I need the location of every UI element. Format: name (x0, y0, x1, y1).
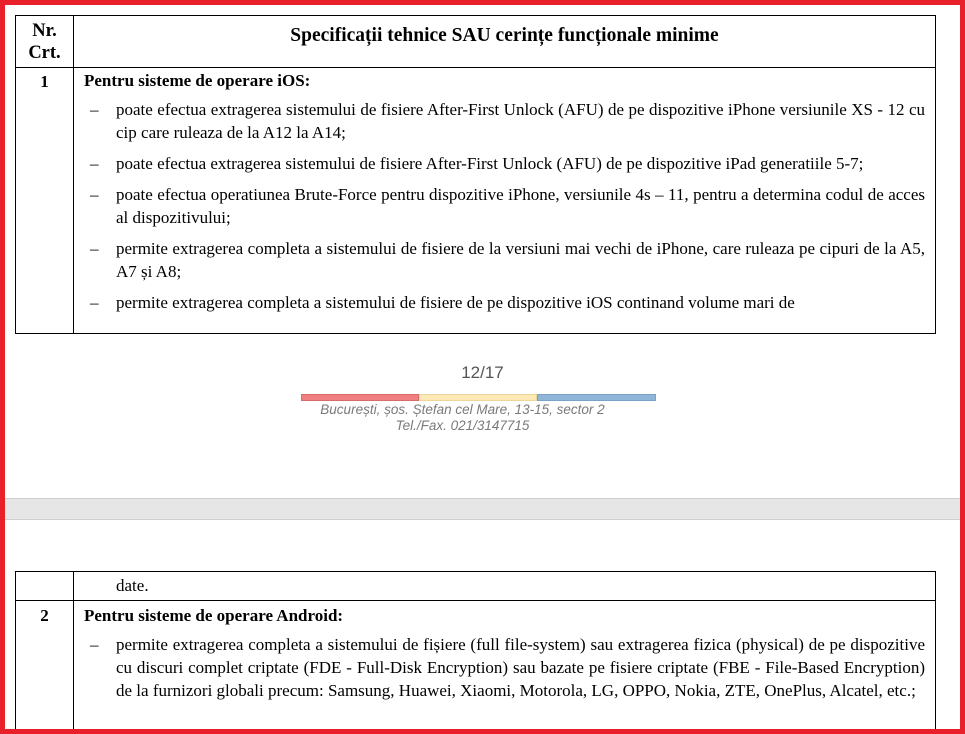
list-item-text: permite extragerea completa a sistemului de fisiere de la versiuni mai vechi de iPhone, care ruleaza pe cipuri de la A5, A7 și A8; (116, 239, 925, 281)
footer-color-bar-red (301, 394, 419, 401)
table-row (16, 68, 936, 334)
page-separator (0, 498, 965, 520)
row-content-clip (84, 68, 925, 332)
footer-color-bar-blue (537, 394, 656, 401)
dash-bullet: – (90, 293, 99, 312)
footer-color-bar-yellow (419, 394, 537, 401)
header-nr-crt: Nr. Crt. (28, 21, 61, 63)
list-item-text: permite extragerea completa a sistemului de fisiere de pe dispozitive iOS continand volume mari de (116, 293, 795, 312)
spec-table-bottom (15, 571, 936, 734)
spec-table-top (15, 15, 936, 334)
list-item-text: permite extragerea completa a sistemului de fișiere (full file-system) sau extragerea fizica (physical) de pe dispozitive cu discuri complet criptate (FDE - Full-Disk Encryption) sau bazate pe fisiere criptate (FBE - File-Based Encryption) de la furnizori globali precum: Samsung, Huawei, Xiaomi, Motorola, LG, OPPO, Nokia, ZTE, OnePlus, Alcatel, etc.; (116, 635, 925, 700)
continued-text: date. (116, 576, 149, 595)
list-item-text: poate efectua extragerea sistemului de fisiere After-First Unlock (AFU) de pe dispozitive iPad generatiile 5-7; (116, 154, 864, 173)
row-content-clip (84, 601, 925, 734)
row-number: 1 (40, 72, 49, 91)
list-item (84, 98, 925, 144)
list-item (84, 291, 925, 314)
page-number: 12/17 (461, 363, 504, 382)
section-title-ios: Pentru sisteme de operare iOS: (84, 71, 311, 90)
list-item (84, 633, 925, 702)
dash-bullet: – (90, 185, 99, 204)
list-item (84, 152, 925, 175)
bullet-list-ios (84, 98, 925, 314)
list-item (84, 183, 925, 229)
table-row (16, 601, 936, 734)
footer-phone: Tel./Fax. 021/3147715 (395, 418, 530, 433)
table-header-row (16, 16, 936, 68)
dash-bullet: – (90, 100, 99, 119)
dash-bullet: – (90, 635, 99, 654)
header-title: Specificații tehnice SAU cerințe funcționale minime (290, 25, 719, 46)
dash-bullet: – (90, 239, 99, 258)
dash-bullet: – (90, 154, 99, 173)
list-item-text: poate efectua operatiunea Brute-Force pentru dispozitive iPhone, versiunile 4s – 11, pentru a determina codul de acces al dispozitivului; (116, 185, 925, 227)
list-item-text: poate efectua extragerea sistemului de fisiere After-First Unlock (AFU) de pe dispozitive iPhone versiunile XS - 12 cu cip care ruleaza de la A12 la A14; (116, 100, 925, 142)
list-item (84, 237, 925, 283)
table-row (16, 572, 936, 601)
section-title-android: Pentru sisteme de operare Android: (84, 606, 344, 625)
footer-address: București, șos. Ștefan cel Mare, 13-15, sector 2 (320, 402, 605, 417)
row-number: 2 (40, 606, 49, 625)
bullet-list-android (84, 633, 925, 702)
document-page-bottom (0, 520, 965, 734)
